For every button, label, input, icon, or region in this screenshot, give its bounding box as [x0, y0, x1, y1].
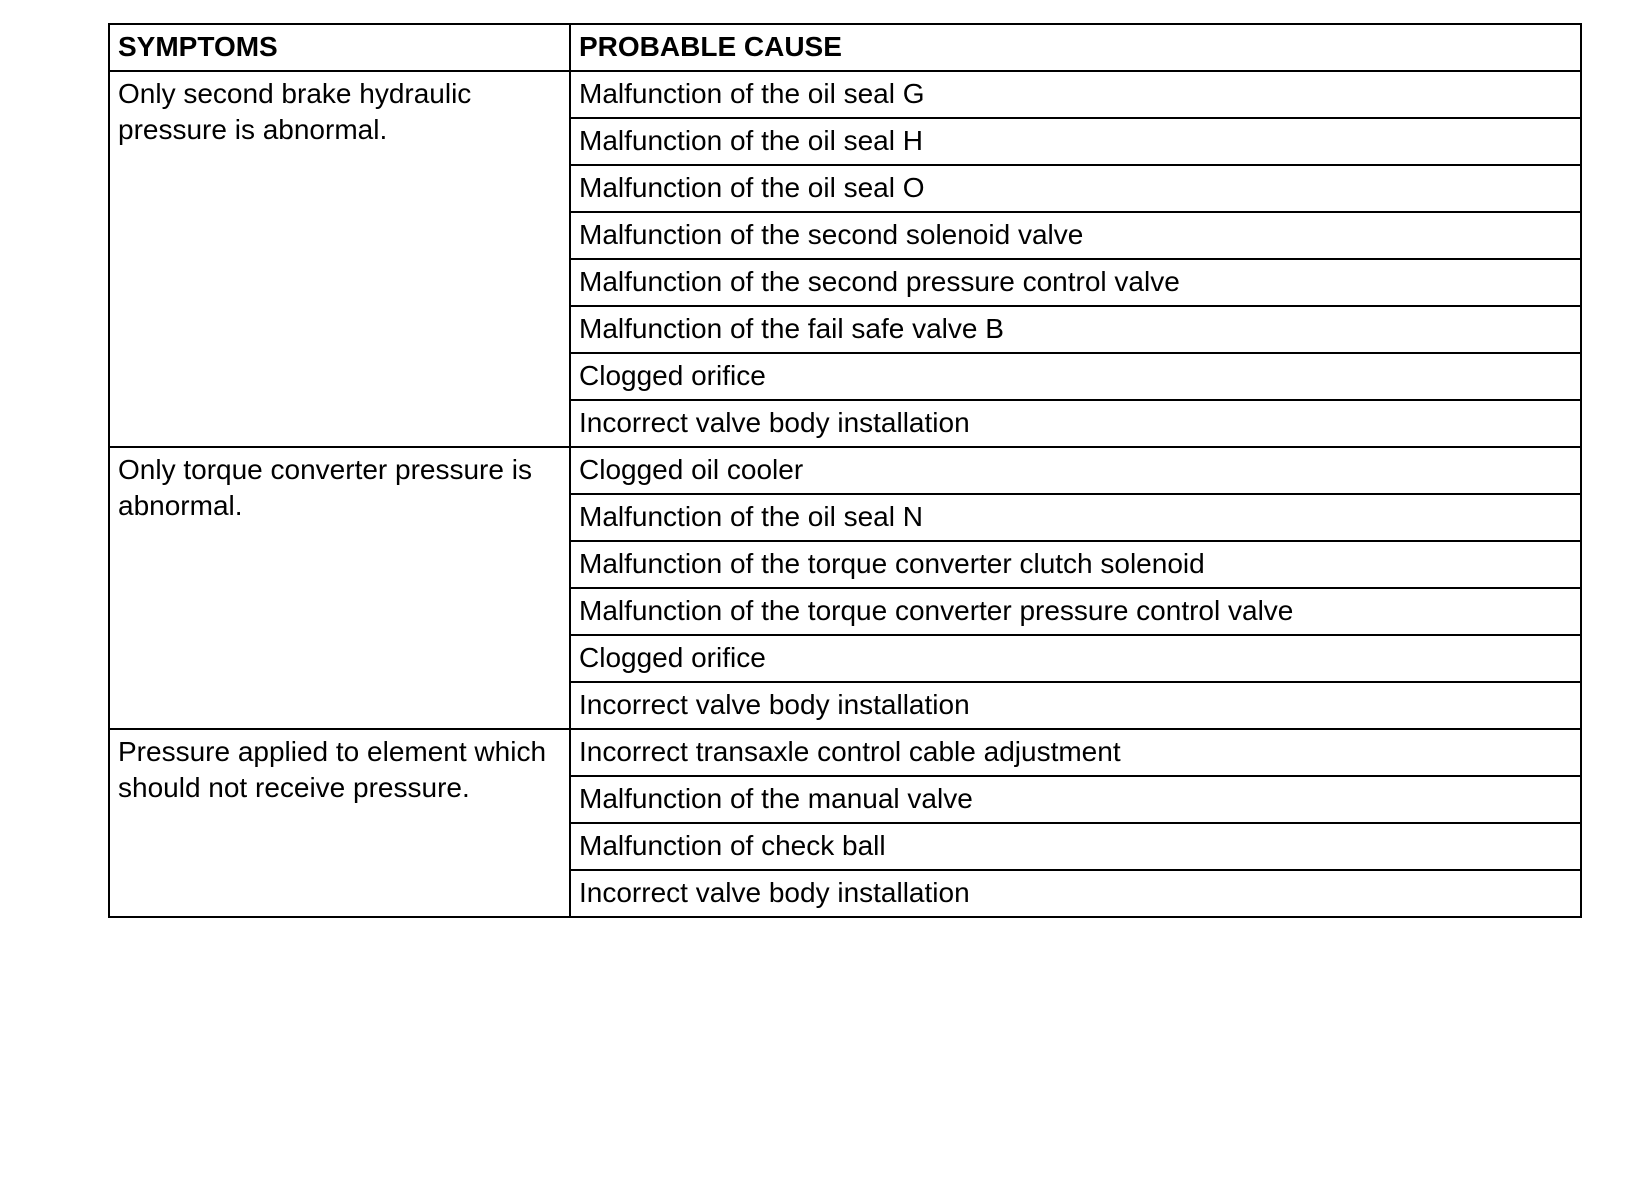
symptom-cell: Only second brake hydraulic pressure is abnormal. [109, 71, 570, 447]
cause-cell: Clogged orifice [570, 635, 1581, 682]
cause-cell: Malfunction of check ball [570, 823, 1581, 870]
cause-cell: Incorrect transaxle control cable adjustment [570, 729, 1581, 776]
diagnosis-table [108, 23, 1582, 918]
table-row [109, 447, 1581, 494]
cause-cell: Malfunction of the torque converter clutch solenoid [570, 541, 1581, 588]
symptom-cell: Pressure applied to element which should not receive pressure. [109, 729, 570, 917]
table-header-row [109, 24, 1581, 71]
cause-cell: Malfunction of the fail safe valve B [570, 306, 1581, 353]
cause-cell: Clogged orifice [570, 353, 1581, 400]
cause-cell: Malfunction of the oil seal N [570, 494, 1581, 541]
symptoms-header: SYMPTOMS [109, 24, 570, 71]
cause-cell: Incorrect valve body installation [570, 870, 1581, 917]
symptom-cell: Only torque converter pressure is abnormal. [109, 447, 570, 729]
cause-cell: Malfunction of the second solenoid valve [570, 212, 1581, 259]
cause-cell: Malfunction of the manual valve [570, 776, 1581, 823]
cause-cell: Malfunction of the second pressure control valve [570, 259, 1581, 306]
cause-cell: Clogged oil cooler [570, 447, 1581, 494]
cause-cell: Malfunction of the oil seal H [570, 118, 1581, 165]
cause-cell: Malfunction of the torque converter pressure control valve [570, 588, 1581, 635]
cause-cell: Malfunction of the oil seal G [570, 71, 1581, 118]
probable-cause-header: PROBABLE CAUSE [570, 24, 1581, 71]
table-row [109, 71, 1581, 118]
cause-cell: Incorrect valve body installation [570, 400, 1581, 447]
cause-cell: Incorrect valve body installation [570, 682, 1581, 729]
cause-cell: Malfunction of the oil seal O [570, 165, 1581, 212]
table-row [109, 729, 1581, 776]
